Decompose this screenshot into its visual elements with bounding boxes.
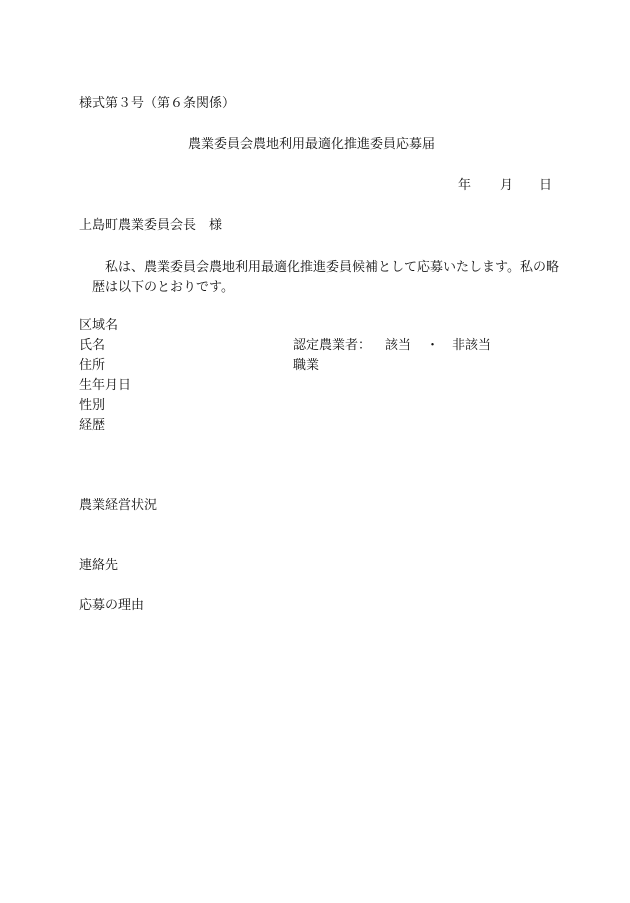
occupation-label: 職業: [293, 358, 320, 373]
application-statement: [79, 258, 584, 298]
form-number: 様式第３号（第６条関係）: [79, 96, 236, 111]
certified-farmer-yes: 該当: [385, 338, 412, 353]
area-label: 区域名: [79, 318, 119, 333]
contact-label: 連絡先: [79, 558, 119, 573]
address-label: 住所: [79, 358, 106, 373]
date-day-label: 日: [539, 178, 553, 193]
statement-line-1: 私は、農業委員会農地利用最適化推進委員候補として応募いたします。私の略: [105, 260, 559, 275]
reason-label: 応募の理由: [79, 598, 145, 613]
document-title: 農業委員会農地利用最適化推進委員応募届: [188, 137, 436, 152]
gender-label: 性別: [79, 398, 106, 413]
history-label: 経歴: [79, 418, 106, 433]
name-label: 氏名: [79, 338, 106, 353]
farm-status-label: 農業経営状況: [79, 498, 158, 513]
date-year-label: 年: [458, 178, 472, 193]
date-month-label: 月: [500, 178, 514, 193]
statement-line-2: 歴は以下のとおりです。: [92, 280, 234, 295]
certified-farmer-label: 認定農業者：: [293, 338, 372, 353]
certified-farmer-separator: ・: [426, 338, 440, 353]
addressee: 上島町農業委員会長 様: [79, 218, 223, 233]
certified-farmer-no: 非該当: [452, 338, 492, 353]
birthdate-label: 生年月日: [79, 378, 132, 393]
